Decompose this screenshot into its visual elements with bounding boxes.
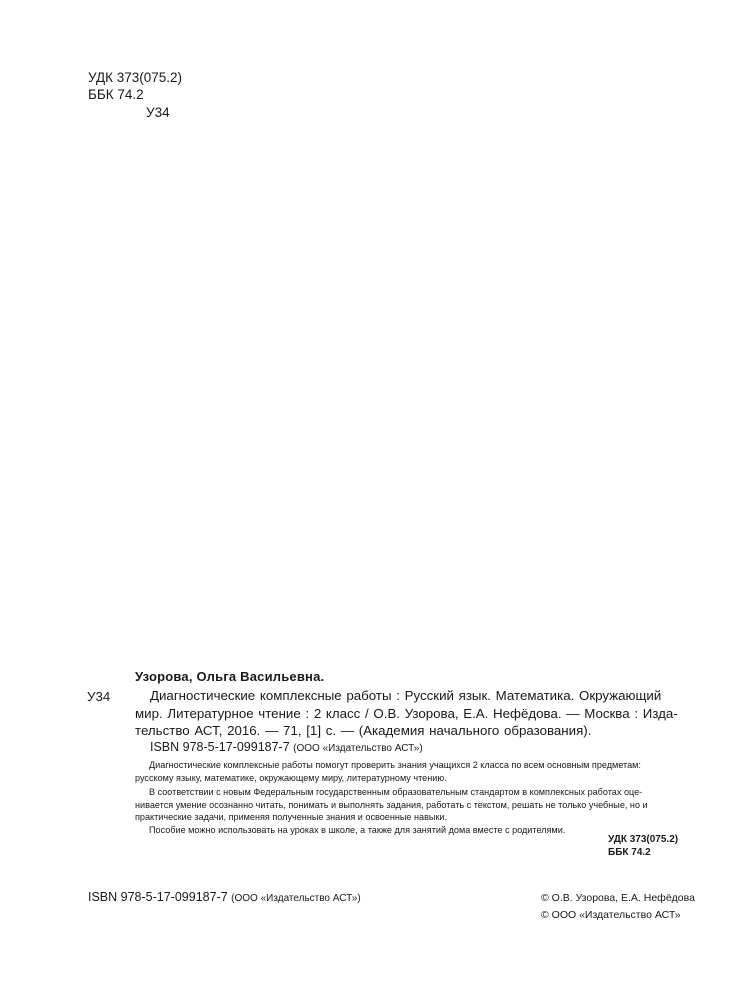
annotation (135, 759, 684, 837)
description-line: Диагностические комплексные работы : Русский язык. Математика. Окружающий (150, 688, 662, 703)
footer-isbn-publisher: (ООО «Издательство АСТ») (231, 893, 361, 904)
annotation-line: практические задачи, применяя полученные знания и освоенные навыки. (135, 812, 448, 823)
annotation-line: Пособие можно использовать на уроках в школе, а также для занятий дома вместе с родителями. (149, 824, 566, 835)
copyright-authors: © О.В. Узорова, Е.А. Нефёдова (541, 892, 695, 904)
description-line: мир. Литературное чтение : 2 класс / О.В. Узорова, Е.А. Нефёдова. — Москва : Изда- (135, 705, 678, 721)
bbk-code-top: ББК 74.2 (88, 87, 144, 102)
description-line: тельство АСТ, 2016. — 71, [1] с. — (Академия начального образования). (135, 723, 592, 738)
author-mark: У34 (87, 689, 111, 704)
udk-code-right: УДК 373(075.2) (608, 834, 679, 845)
annotation-line: нивается умение осознанно читать, понимать и выполнять задания, работать с текстом, решать не только учебные, но и (135, 799, 648, 810)
annotation-line: В соответствии с новым Федеральным государственным образовательным стандартом в комплексных работах оце- (149, 787, 643, 798)
author-heading: Узорова, Ольга Васильевна. (135, 669, 325, 684)
author-mark-top: У34 (146, 105, 170, 120)
record-isbn (150, 740, 423, 754)
isbn-number: ISBN 978-5-17-099187-7 (150, 740, 290, 754)
isbn-publisher: (ООО «Издательство АСТ») (293, 743, 423, 754)
bibliographic-description (135, 687, 678, 740)
annotation-line: Диагностические комплексные работы помогут проверить знания учащихся 2 класса по всем основным предметам: (149, 760, 641, 770)
udk-code-top: УДК 373(075.2) (88, 70, 183, 85)
bbk-code-right: ББК 74.2 (608, 847, 651, 858)
footer-isbn (88, 890, 361, 904)
footer-isbn-number: ISBN 978-5-17-099187-7 (88, 890, 228, 904)
copyright-publisher: © ООО «Издательство АСТ» (541, 909, 681, 921)
annotation-line: русскому языку, математике, окружающему миру, литературному чтению. (135, 772, 447, 783)
